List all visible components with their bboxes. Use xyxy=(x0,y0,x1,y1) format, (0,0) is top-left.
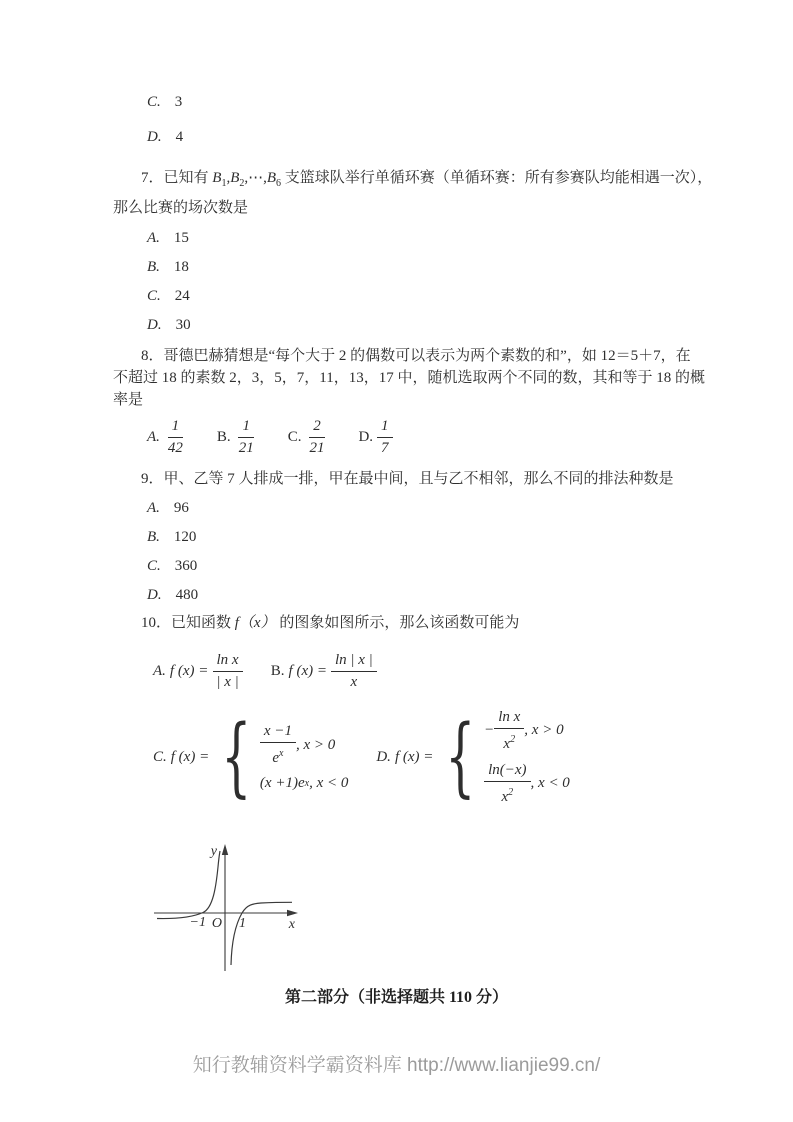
q8-option-d xyxy=(358,417,392,458)
math-fx: f (x) = xyxy=(170,748,210,765)
q7-stem-text: 支篮球队举行单循环赛（单循环赛：所有参赛队均能相遇一次）， xyxy=(281,170,713,186)
option-label: D. xyxy=(147,129,162,145)
y-axis-arrow xyxy=(222,844,228,855)
option-label: B. xyxy=(216,428,231,445)
option-label: A. xyxy=(147,500,160,516)
section-2-heading: 第二部分（非选择题共 110 分） xyxy=(284,989,509,1006)
q9-option-d xyxy=(147,585,733,605)
option-label: C. xyxy=(153,748,167,765)
q10-option-b xyxy=(271,651,377,692)
math-var: B xyxy=(212,170,222,186)
case-condition: , x > 0 xyxy=(524,722,564,738)
option-value: 480 xyxy=(175,587,199,603)
q10-options-ab xyxy=(153,649,733,693)
x-axis-label: x xyxy=(288,917,295,932)
q10-option-a xyxy=(153,651,243,692)
q10-option-d: D. f (x) = { − $\frac{\text{ln x}}{x^2}$ , x > 0 $\frac{\ln(-x)}{x^2}$ , x < 0 xyxy=(376,707,570,807)
q7-stem-line2: 那么比赛的场次数是 xyxy=(113,200,249,216)
fraction: $\frac{\ln(-x)}{x^2}$ xyxy=(484,761,530,807)
q9-option-c xyxy=(147,556,733,576)
option-label: C. xyxy=(287,428,302,445)
x-axis-arrow xyxy=(287,910,298,916)
y-axis-label: y xyxy=(210,844,217,859)
footer-watermark: 知行教辅资料学霸资料库 http://www.lianjie99.cn/ xyxy=(192,1055,601,1076)
option-label: B. xyxy=(147,529,160,545)
minus-sign: − xyxy=(484,722,495,738)
fraction: $\frac{x -1}{e^x}$ xyxy=(260,722,296,768)
tick-label-1: 1 xyxy=(239,916,246,931)
fraction: $\frac{1}{21}$ xyxy=(238,417,254,456)
piecewise-cases xyxy=(484,708,570,807)
origin-label: O xyxy=(211,916,222,931)
q7-stem-line1: 7．已知有 $B_1,B_2,\cdots,B_6$ 支篮球队举行单循环赛（单循环赛：所有参赛队均能相遇一次）， xyxy=(141,170,713,189)
q8-stem-line2: 不超过 18 的素数 2，3，5，7，11，13，17 中，随机选取两个不同的数，其和等于 18 的概 xyxy=(113,370,705,386)
q8-stem-line1: 8．哥德巴赫猜想是“每个大于 2 的偶数可以表示为两个素数的和”，如 12＝5＋7，在 xyxy=(141,348,691,364)
option-value: 18 xyxy=(173,259,189,275)
case-2: (x +1)e x , x < 0 xyxy=(259,775,349,791)
option-value: 4 xyxy=(175,129,184,145)
piecewise-cases xyxy=(260,722,348,792)
q10-option-c: C. f (x) = { $\frac{x -1}{e^x}$ , x > 0 (x +1)e x , x < 0 xyxy=(153,707,349,807)
math-fx: f (x) = xyxy=(169,662,209,679)
option-label: D. xyxy=(147,317,162,333)
q7-option-b xyxy=(147,257,733,277)
case-condition: , x > 0 xyxy=(295,736,336,753)
option-value: 96 xyxy=(173,500,189,516)
option-label: D. xyxy=(376,748,391,765)
q8-option-b xyxy=(217,417,258,458)
option-value: 30 xyxy=(175,317,191,333)
q7-option-c xyxy=(147,286,733,306)
case-1 xyxy=(484,708,563,754)
option-value: 15 xyxy=(173,230,189,246)
q8-option-a xyxy=(147,417,187,458)
option-label: B. xyxy=(147,259,160,275)
case-2 xyxy=(484,761,570,807)
option-label: D. xyxy=(147,587,162,603)
case-1 xyxy=(260,722,335,768)
fraction: $\frac{\text{ln x}}{x^2}$ xyxy=(494,708,524,754)
option-label: C. xyxy=(147,288,161,304)
q7-option-a xyxy=(147,228,733,248)
option-value: 360 xyxy=(174,558,198,574)
q10-stem: 10．已知函数 f（x） 的图象如图所示，那么该函数可能为 xyxy=(141,615,520,631)
axes xyxy=(154,849,292,971)
q7-option-d xyxy=(147,315,733,335)
q9-option-a xyxy=(147,498,733,518)
math-fx: f（x） xyxy=(234,615,276,631)
option-label: B. xyxy=(270,662,285,679)
fraction: $\frac{2}{21}$ xyxy=(309,417,325,456)
option-label: C. xyxy=(147,558,161,574)
q10-graph-container xyxy=(139,825,733,982)
q10-options-cd xyxy=(153,707,733,807)
math-var: B xyxy=(230,170,240,186)
q7-stem-text: 7．已知有 xyxy=(141,170,213,186)
math-fx: f (x) = xyxy=(394,748,434,765)
q6-option-d xyxy=(147,127,733,147)
math-fx: f (x) = xyxy=(288,662,327,679)
math-sub: 2 xyxy=(239,178,245,189)
q6-option-c xyxy=(147,92,733,112)
fraction: $\frac{\ln | x |}{x}$ xyxy=(331,651,377,692)
curve-left-branch xyxy=(157,851,220,919)
option-label: A. xyxy=(147,428,160,445)
q8-stem-line3: 率是 xyxy=(113,392,144,408)
option-label: A. xyxy=(147,230,160,246)
fraction: $\frac{1}{7}$ xyxy=(377,417,393,458)
curve-right-branch xyxy=(231,902,292,965)
case-condition: , x < 0 xyxy=(530,775,570,791)
option-value: 120 xyxy=(173,529,197,545)
exam-content xyxy=(113,92,733,982)
q10-function-graph xyxy=(139,825,319,977)
tick-label-neg1: −1 xyxy=(189,915,206,930)
option-label: C. xyxy=(147,94,161,110)
math-var: B xyxy=(266,170,277,186)
case-condition: , x < 0 xyxy=(309,775,349,791)
q8-option-c xyxy=(288,417,329,458)
math-sub: 1 xyxy=(221,178,227,189)
option-value: 3 xyxy=(174,94,183,110)
q9-option-b xyxy=(147,527,733,547)
q8-stem xyxy=(113,345,733,411)
math-sub: 6 xyxy=(276,178,282,189)
fraction: $\frac{1}{42}$ xyxy=(167,417,183,456)
option-label: D. xyxy=(358,428,374,445)
q8-options xyxy=(147,415,733,459)
option-value: 24 xyxy=(174,288,190,304)
fraction: $\frac{\text{ln x}}{| x |}$ xyxy=(212,651,242,692)
option-label: A. xyxy=(153,662,166,679)
q9-stem: 9．甲、乙等 7 人排成一排，甲在最中间，且与乙不相邻，那么不同的排法种数是 xyxy=(141,471,674,487)
